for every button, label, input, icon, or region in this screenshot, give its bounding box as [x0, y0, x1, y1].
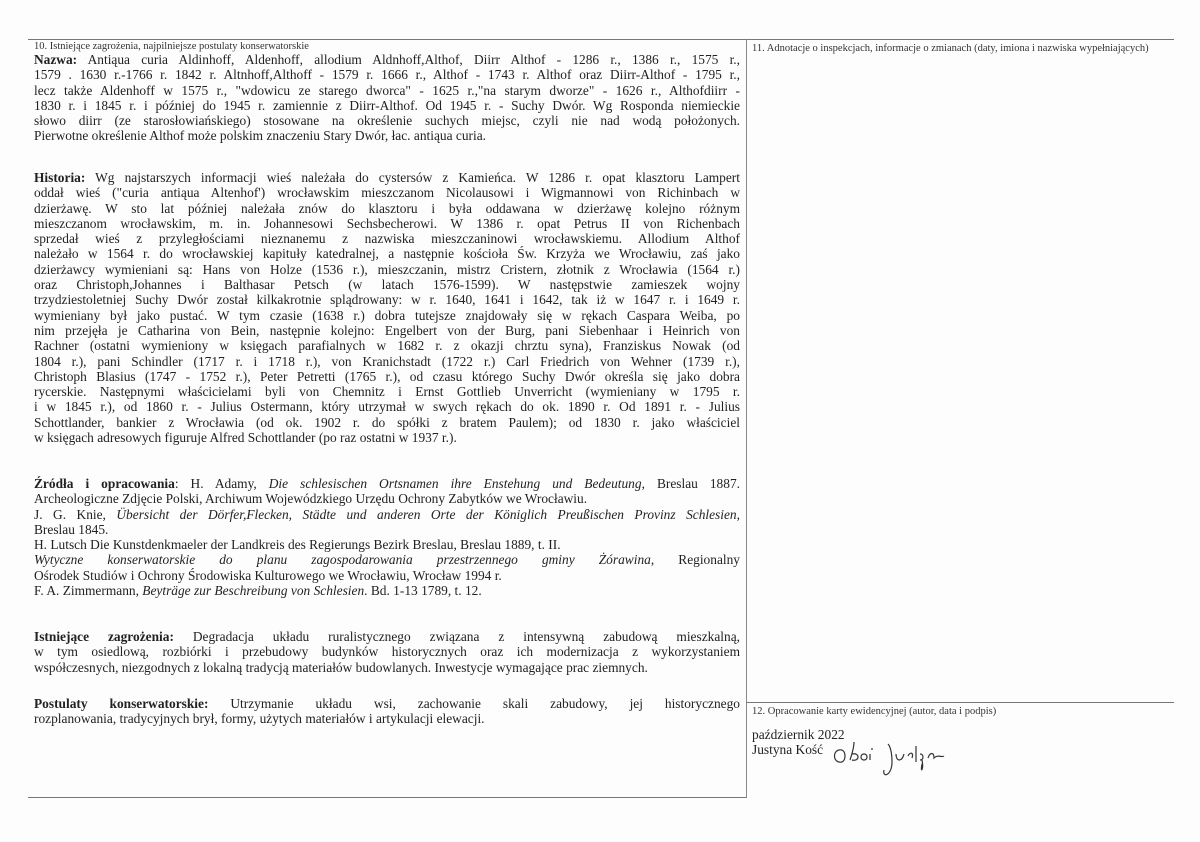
zagrozenia-line — [34, 629, 740, 644]
zrodla-line — [34, 476, 740, 491]
postulaty-line — [34, 696, 740, 711]
section-label: Źródła i opracowania — [34, 476, 175, 491]
nazwa-line — [34, 98, 740, 113]
historia-line — [34, 201, 740, 216]
text-segment: rycerskie. Następnymi właścicielami byli von Chemnitz i Ernst Gottlieb Unverricht (wymieniany w 1795 r. — [34, 384, 740, 400]
italic-title: Beyträge zur Beschreibung von Schlesien — [142, 583, 365, 599]
text-segment: dzierżawę. W sto lat później należała znów do klasztoru i była oddawana w dzierżawę kolejno różnym — [34, 200, 740, 216]
paragraph-historia — [34, 170, 740, 445]
text-segment: , Breslau 1887. — [641, 476, 740, 491]
historia-line — [34, 430, 740, 445]
historia-line — [34, 170, 740, 185]
text-segment: i w 1845 r.), od 1860 r. - Julius Ostermann, który utrzymał w swych rękach do ok. 1890 r. Od 1891 r. - Julius — [34, 399, 740, 415]
text-segment: trzydziestoletniej Suchy Dwór został kilkakrotnie splądrowany: w r. 1640, 1641 i 1642, tak iż w 1647 r. i 1649 r. — [34, 292, 740, 308]
historia-line — [34, 216, 740, 231]
text-segment: wymieniany był jako pustać. W tym czasie (1638 r.) dobra tutejsze znajdowały się w rękach Caspara Weiba, po — [34, 307, 740, 323]
text-segment: H. Lutsch Die Kunstdenkmaeler der Landkreis des Regierungs Bezirk Breslau, Breslau 1889, t. II. — [34, 537, 561, 553]
italic-title: Die schlesischen Ortsnamen ihre Enstehung und Bedeutung — [268, 476, 642, 491]
section11-heading: 11. Adnotacje o inspekcjach, informacje o zmianach (daty, imiona i nazwiska wypełniających) — [752, 43, 1149, 54]
text-segment: współczesnych, niezgodnych z lokalną tradycją materiałów budowlanych. Inwestycje wymagające prac ziemnych. — [34, 659, 648, 675]
text-segment: rozplanowania, tradycyjnych brył, formy, użytych materiałów i artykulacji elewacji. — [34, 711, 485, 727]
text-segment: F. A. Zimmermann, — [34, 583, 143, 599]
zrodla-line — [34, 491, 740, 506]
text-segment: Breslau 1845. — [34, 521, 109, 537]
text-segment: Antiąua curia Aldinhoff, Aldenhoff, allodium Aldnhoff,Althof, Diirr Althof - 1286 r., 1386 r., 1575 r., — [77, 52, 740, 67]
text-segment: Pierwotne określenie Althof może polskim znaczeniu Stary Dwór, łac. antiąua curia. — [34, 128, 486, 144]
nazwa-line — [34, 83, 740, 98]
text-segment: mieszczanom wrocławskim, m. in. Johannesowi Sechsbecherowi. W 1386 r. opat Petrus II von Richenbach — [34, 215, 740, 231]
italic-title: Übersicht der Dörfer,Flecken, Städte und anderen Orte der Königlich Preußischen Provinz Schlesien — [116, 506, 737, 522]
text-segment: 1804 r.), pani Schindler (1717 r. i 1718 r.), von Kranichstadt (1722 r.) Carl Friedrich von Wehner (1739 r.), — [34, 353, 740, 369]
top-border — [28, 39, 1174, 40]
paragraph-nazwa — [34, 52, 740, 144]
text-segment: 1579 . 1630 r.-1766 r. 1842 r. Altnhoff,Althoff - 1579 r. 1666 r., Althof - 1743 r. Althof oraz Diirr-Althof - 1795 r., — [34, 67, 740, 83]
section-label: Historia: — [34, 170, 86, 185]
historia-line — [34, 262, 740, 277]
section12-top-border — [746, 702, 1174, 703]
text-segment: : H. Adamy, — [174, 476, 269, 491]
postulaty-line — [34, 711, 740, 726]
zrodla-line — [34, 583, 740, 598]
text-segment: oraz Christoph,Johannes i Balthasar Petsch (w latach 1576-1599). W następstwie zamieszek wojny — [34, 277, 740, 293]
section-label: Postulaty konserwatorskie: — [34, 696, 209, 711]
section-label: Nazwa: — [34, 52, 78, 67]
text-segment: , Regionalny — [650, 552, 740, 568]
text-segment: w księgach adresowych figuruje Alfred Schottlander (po raz ostatni w 1937 r.). — [34, 430, 457, 446]
historia-line — [34, 384, 740, 399]
nazwa-line — [34, 67, 740, 82]
zrodla-line — [34, 522, 740, 537]
text-segment: Schottlander, bankier z Wrocławia (od ok. 1902 r. do spółki z bratem Paulem); od 1830 r. jako właściciel — [34, 414, 740, 430]
historia-line — [34, 369, 740, 384]
text-segment: dzierżawcy wymieniani są: Hans von Holze (1536 r.), mieszczanin, mistrz Cristern, złotnik z Wrocławia (1564 r.) — [34, 261, 740, 277]
handwritten-signature — [830, 738, 960, 783]
text-segment: 1830 r. i 1845 r. i później do 1945 r. zamiennie z Diirr-Althof. Od 1945 r. - Suchy Dwór. Wg Rosponda niemieckie — [34, 97, 740, 113]
zrodla-line — [34, 537, 740, 552]
author-name: Justyna Kość — [752, 742, 824, 757]
prepared-date: październik 2022 — [752, 727, 845, 742]
historia-line — [34, 277, 740, 292]
text-segment: Archeologiczne Zdjęcie Polski, Archiwum Wojewódzkiego Urzędu Ochrony Zabytków we Wrocławiu. — [34, 491, 588, 507]
section10-heading: 10. Istniejące zagrożenia, najpilniejsze postulaty konserwatorskie — [34, 41, 309, 52]
historia-line — [34, 231, 740, 246]
historia-line — [34, 415, 740, 430]
section12-heading: 12. Opracowanie karty ewidencyjnej (autor, data i podpis) — [752, 706, 997, 717]
column-divider — [746, 39, 747, 798]
text-segment: , — [736, 506, 740, 522]
historia-line — [34, 354, 740, 369]
zrodla-line — [34, 568, 740, 583]
paragraph-zagrozenia — [34, 629, 740, 675]
italic-title: Wytyczne konserwatorskie do planu zagospodarowania przestrzennego gminy Żórawina — [34, 552, 651, 568]
text-segment: Degradacja układu ruralistycznego związana z intensywną zabudową mieszkalną, — [173, 629, 740, 644]
historia-line — [34, 308, 740, 323]
zagrozenia-line — [34, 644, 740, 659]
paragraph-zrodla — [34, 476, 740, 598]
text-segment: Wg najstarszych informacji wieś należała do cystersów z Kamieńca. W 1286 r. opat klasztoru Lampert — [85, 170, 740, 185]
historia-line — [34, 323, 740, 338]
text-segment: oddał wieś ("curia antiąua Altenhof') wrocławskim mieszczanom Nicolausowi i Wigmannowi von Richinbach w — [34, 185, 740, 201]
text-segment: J. G. Knie, — [34, 506, 117, 522]
text-segment: Rachner (ostatni wymieniony w księgach parafialnych w 1682 r. z okazji chrztu syna), Franziskus Nowak (od — [34, 338, 740, 354]
bottom-border — [28, 797, 746, 798]
text-segment: Ośrodek Studiów i Ochrony Środowiska Kulturowego we Wrocławiu, Wrocław 1994 r. — [34, 567, 502, 583]
nazwa-line — [34, 52, 740, 67]
text-segment: Christoph Blasius (1747 - 1752 r.), Peter Petretti (1765 r.), od czasu którego Suchy Dwór określa się jako dobra — [34, 368, 740, 384]
text-segment: . Bd. 1-13 1789, t. 12. — [364, 583, 482, 599]
zrodla-line — [34, 552, 740, 567]
nazwa-line — [34, 128, 740, 143]
text-segment: w tym osiedlową, rozbiórki i przebudowy budynków historycznych oraz ich modernizacja z wykorzystaniem — [34, 644, 740, 660]
text-segment: słowo diirr (ze starosłowiańskiego) stosowane na określenie suchych miejsc, czyli nie nad wodą położonych. — [34, 113, 740, 129]
paragraph-postulaty — [34, 696, 740, 727]
text-segment: sprzedał wieś z przyległościami nieznanemu z nazwiska mieszczaninowi wrocławskiemu. Allodium Althof — [34, 231, 740, 247]
text-segment: Utrzymanie układu wsi, zachowanie skali zabudowy, jej historycznego — [208, 696, 741, 711]
historia-line — [34, 185, 740, 200]
text-segment: lecz także Aldenhoff w 1575 r., "wdowicu ze starego dworca" - 1625 r.,"na starym dworze" - 1626 r., Althofdiirr - — [34, 82, 740, 98]
historia-line — [34, 338, 740, 353]
zagrozenia-line — [34, 660, 740, 675]
nazwa-line — [34, 113, 740, 128]
historia-line — [34, 246, 740, 261]
section-label: Istniejące zagrożenia: — [34, 629, 174, 644]
historia-line — [34, 399, 740, 414]
text-segment: nim przejęła je Catharina von Bein, następnie kolejno: Engelbert von der Burg, pani Siebenhaar i Heinrich von — [34, 322, 740, 338]
text-segment: należało w 1564 r. do wrocławskiej kapituły katedralnej, a następnie kościoła Św. Krzyża we Wrocławiu, zaś jako — [34, 246, 740, 262]
historia-line — [34, 292, 740, 307]
zrodla-line — [34, 507, 740, 522]
